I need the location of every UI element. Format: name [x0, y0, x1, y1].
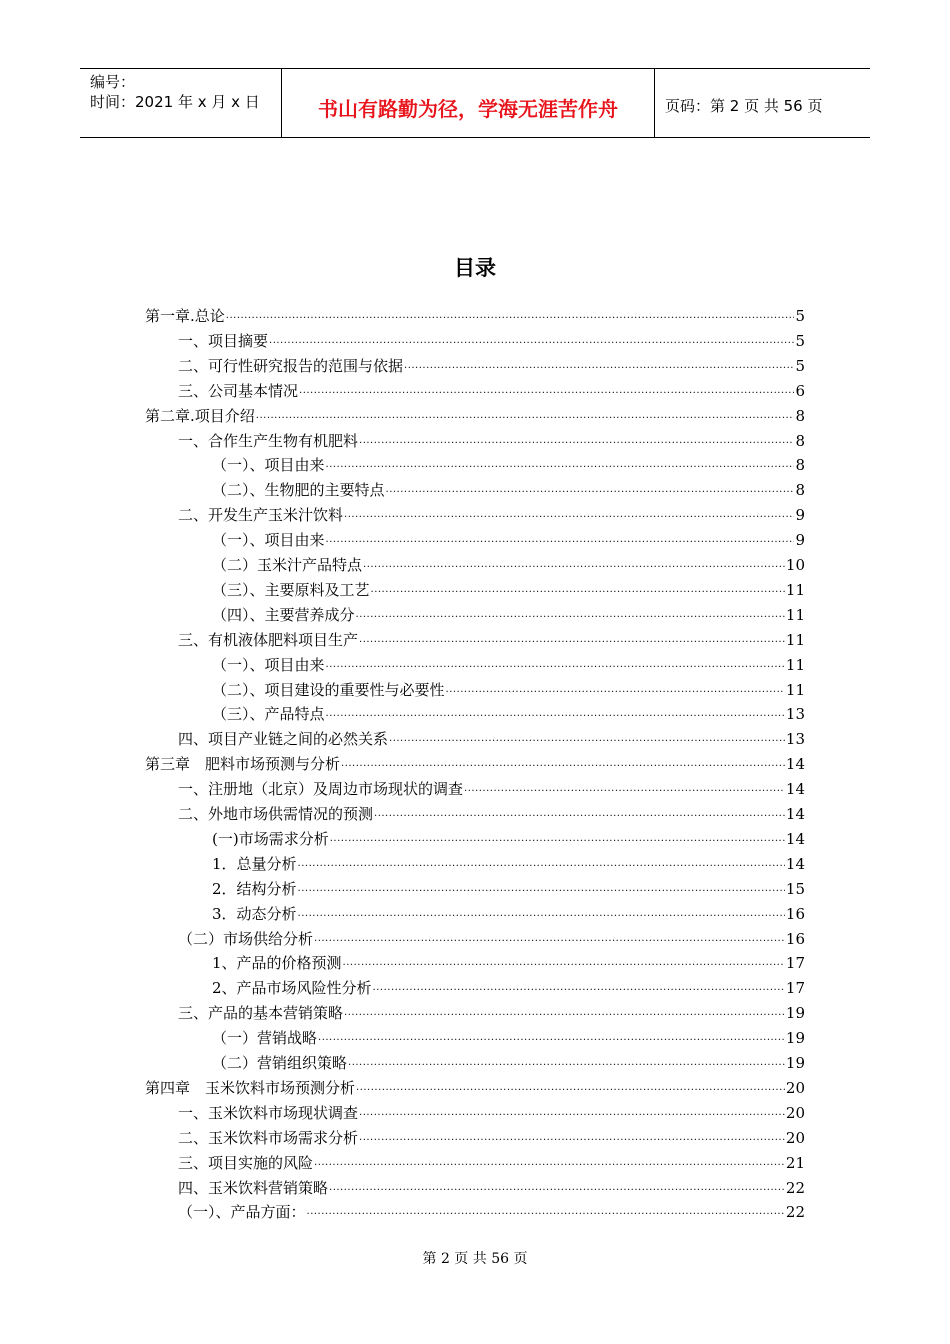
toc-entry[interactable]: [212, 875, 805, 899]
toc-entry[interactable]: [212, 900, 805, 924]
toc-entry-page: 22: [785, 1178, 805, 1197]
toc-entry-title: 二、开发生产玉米汁饮料: [178, 506, 344, 525]
toc-entry[interactable]: [178, 999, 805, 1023]
toc-entry-title: 二、可行性研究报告的范围与依据: [178, 356, 404, 375]
toc-entry-title: 四、玉米饮料营销策略: [178, 1178, 329, 1197]
toc-dot-leader: [348, 1056, 785, 1070]
toc-dot-leader: [386, 483, 795, 497]
toc-entry-title: （二）、项目建设的重要性与必要性: [212, 680, 445, 699]
toc-entry-title: (一)市场需求分析: [212, 829, 329, 848]
toc-dot-leader: [404, 359, 794, 373]
toc-entry-page: 13: [785, 705, 805, 724]
toc-entry[interactable]: [212, 526, 805, 550]
toc-entry-title: 三、公司基本情况: [178, 381, 299, 400]
toc-entry[interactable]: [212, 476, 805, 500]
toc-entry[interactable]: [145, 1074, 805, 1098]
toc-dot-leader: [341, 757, 785, 771]
toc-dot-leader: [344, 508, 794, 522]
toc-entry[interactable]: [178, 1149, 805, 1173]
toc-dot-leader: [298, 882, 785, 896]
toc-entry-page: 16: [785, 904, 805, 923]
toc-entry-page: 14: [785, 780, 805, 799]
toc-entry-title: （三）、产品特点: [212, 705, 325, 724]
toc-entry-page: 6: [795, 381, 805, 400]
toc-entry-page: 8: [795, 431, 805, 450]
toc-entry[interactable]: [178, 800, 805, 824]
toc-dot-leader: [464, 782, 785, 796]
toc-entry-title: （一）营销战略: [212, 1029, 318, 1048]
toc-dot-leader: [356, 608, 785, 622]
toc-entry[interactable]: [212, 601, 805, 625]
toc-entry-title: 第四章 玉米饮料市场预测分析: [145, 1078, 356, 1097]
toc-entry[interactable]: [212, 700, 805, 724]
page-title: 目录: [454, 256, 496, 280]
toc-entry[interactable]: [212, 551, 805, 575]
toc-dot-leader: [356, 1081, 785, 1095]
toc-dot-leader: [344, 1006, 785, 1020]
toc-entry-page: 11: [785, 605, 805, 624]
toc-entry-title: （二）玉米汁产品特点: [212, 556, 363, 574]
toc-entry-title: 二、外地市场供需情况的预测: [178, 805, 374, 823]
header-number-label: 编号：: [90, 73, 136, 91]
toc-entry-title: 2．结构分析: [212, 879, 297, 898]
toc-entry[interactable]: [178, 1198, 805, 1222]
toc-dot-leader: [326, 533, 795, 547]
toc-entry[interactable]: [145, 750, 805, 774]
toc-entry-title: 二、玉米饮料市场需求分析: [178, 1128, 359, 1147]
toc-entry-page: 17: [785, 979, 805, 998]
toc-entry-page: 13: [785, 730, 805, 749]
toc-entry-title: 3．动态分析: [212, 904, 297, 923]
toc-entry[interactable]: [178, 377, 805, 401]
toc-entry-page: 5: [795, 307, 805, 325]
toc-entry[interactable]: [212, 949, 805, 973]
toc-entry[interactable]: [178, 626, 805, 650]
header-page-cell: [655, 69, 870, 137]
toc-dot-leader: [371, 583, 785, 597]
toc-dot-leader: [314, 932, 785, 946]
toc-entry-page: 11: [785, 580, 805, 599]
toc-dot-leader: [359, 633, 785, 647]
toc-entry-page: 8: [795, 481, 805, 500]
toc-entry[interactable]: [212, 825, 805, 849]
toc-entry[interactable]: [212, 850, 805, 874]
toc-entry-title: 四、项目产业链之间的必然关系: [178, 730, 389, 749]
toc-entry-title: 一、合作生产生物有机肥料: [178, 431, 359, 450]
toc-entry-page: 20: [785, 1128, 805, 1147]
toc-entry-page: 16: [785, 929, 805, 948]
toc-entry-page: 14: [785, 805, 805, 823]
toc-entry-page: 19: [785, 1004, 805, 1023]
toc-entry-page: 11: [785, 680, 805, 699]
header-time-label: 时间：2021 年 x 月 x 日: [90, 93, 260, 111]
toc-dot-leader: [389, 732, 785, 746]
toc-entry-page: 9: [795, 531, 805, 550]
toc-entry-page: 15: [785, 879, 805, 898]
toc-entry-title: 第一章.总论: [145, 307, 225, 325]
toc-entry-title: 一、玉米饮料市场现状调查: [178, 1103, 359, 1122]
toc-entry-title: （二）、生物肥的主要特点: [212, 481, 385, 500]
toc-dot-leader: [326, 458, 795, 472]
toc-dot-leader: [256, 409, 795, 423]
toc-entry[interactable]: [212, 1049, 805, 1073]
toc-entry-page: 14: [785, 755, 805, 774]
toc-dot-leader: [363, 558, 785, 572]
toc-entry-title: 2、产品市场风险性分析: [212, 979, 372, 998]
toc-entry-title: （一）、项目由来: [212, 655, 325, 674]
toc-entry[interactable]: [145, 402, 805, 426]
toc-entry-title: 第二章.项目介绍: [145, 406, 255, 425]
toc-entry[interactable]: [212, 974, 805, 998]
toc-entry-title: 三、有机液体肥料项目生产: [178, 630, 359, 649]
toc-entry[interactable]: [178, 925, 805, 949]
toc-entry-title: 1、产品的价格预测: [212, 954, 342, 973]
toc-entry-page: 5: [795, 331, 805, 350]
toc-entry-title: （四）、主要营养成分: [212, 605, 355, 624]
toc-entry[interactable]: [178, 775, 805, 799]
toc-dot-leader: [359, 1131, 785, 1145]
toc-entry-page: 20: [785, 1078, 805, 1097]
toc-entry-title: （二）市场供给分析: [178, 929, 314, 948]
toc-entry-page: 17: [785, 954, 805, 973]
toc-entry[interactable]: [178, 501, 805, 525]
header-page-info: 页码：第 2 页 共 56 页: [665, 97, 823, 115]
toc-entry[interactable]: [178, 1099, 805, 1123]
header-meta-cell: [80, 69, 280, 137]
toc-entry[interactable]: [178, 427, 805, 451]
toc-dot-leader: [330, 832, 785, 846]
toc-entry-title: （一）、项目由来: [212, 456, 325, 475]
toc-dot-leader: [318, 1031, 785, 1045]
header-motto-cell: [281, 69, 655, 137]
toc-entry-page: 9: [795, 506, 805, 525]
toc-entry-title: 一、项目摘要: [178, 331, 269, 350]
toc-dot-leader: [446, 683, 785, 697]
toc-entry-page: 10: [785, 556, 805, 574]
toc-entry[interactable]: [212, 651, 805, 675]
toc-entry[interactable]: [178, 1124, 805, 1148]
page-header: [80, 68, 870, 138]
toc-entry-page: 11: [785, 655, 805, 674]
toc-dot-leader: [298, 907, 785, 921]
toc-dot-leader: [374, 807, 785, 821]
toc-entry-page: 19: [785, 1029, 805, 1048]
toc-entry[interactable]: [212, 1024, 805, 1048]
toc-entry[interactable]: [212, 676, 805, 700]
toc-dot-leader: [298, 857, 785, 871]
toc-entry-page: 8: [795, 406, 805, 425]
toc-dot-leader: [226, 309, 795, 323]
toc-dot-leader: [299, 384, 794, 398]
toc-dot-leader: [314, 1156, 785, 1170]
toc-entry[interactable]: [212, 576, 805, 600]
toc-entry-title: 一、注册地（北京）及周边市场现状的调查: [178, 780, 464, 799]
toc-entry-page: 14: [785, 829, 805, 848]
toc-entry-title: 三、产品的基本营销策略: [178, 1004, 344, 1023]
page-footer: 第 2 页 共 56 页: [422, 1251, 528, 1267]
toc-entry-title: 1．总量分析: [212, 854, 297, 873]
toc-dot-leader: [269, 334, 794, 348]
toc-entry-page: 5: [795, 356, 805, 375]
toc-entry-title: （二）营销组织策略: [212, 1054, 348, 1072]
toc-dot-leader: [307, 1205, 785, 1219]
toc-dot-leader: [343, 956, 785, 970]
toc-entry-page: 22: [785, 1203, 805, 1222]
toc-dot-leader: [326, 707, 785, 721]
toc-entry-title: 三、项目实施的风险: [178, 1153, 314, 1172]
toc-entry[interactable]: [178, 1174, 805, 1198]
toc-entry[interactable]: [178, 725, 805, 749]
toc-entry[interactable]: [178, 352, 805, 376]
toc-entry-page: 20: [785, 1103, 805, 1122]
toc-entry-title: 第三章 肥料市场预测与分析: [145, 755, 341, 774]
toc-entry-page: 14: [785, 854, 805, 873]
toc-dot-leader: [359, 434, 794, 448]
toc-entry-title: （三）、主要原料及工艺: [212, 580, 370, 599]
toc-entry[interactable]: [212, 451, 805, 475]
toc-dot-leader: [373, 981, 785, 995]
toc-dot-leader: [329, 1181, 785, 1195]
toc-dot-leader: [326, 658, 785, 672]
toc-entry-page: 19: [785, 1054, 805, 1072]
toc-entry-page: 8: [795, 456, 805, 475]
toc-entry-page: 11: [785, 630, 805, 649]
toc-entry-title: （一）、项目由来: [212, 531, 325, 550]
header-motto: 书山有路勤为径，学海无涯苦作舟: [318, 97, 618, 121]
toc-entry[interactable]: [178, 327, 805, 351]
toc-entry[interactable]: [145, 302, 805, 326]
toc-entry-title: （一）、产品方面：: [178, 1203, 306, 1222]
toc-entry-page: 21: [785, 1153, 805, 1172]
toc-dot-leader: [359, 1106, 785, 1120]
